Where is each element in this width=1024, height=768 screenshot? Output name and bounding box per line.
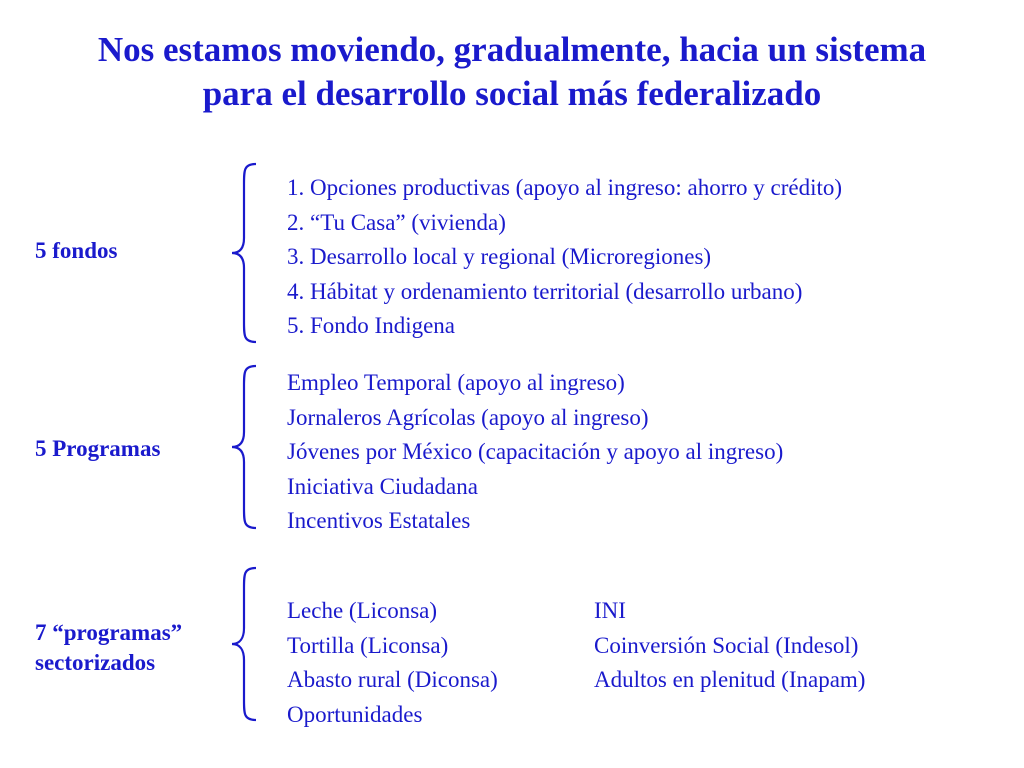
title-line-1: Nos estamos moviendo, gradualmente, hacia un sistema [97,30,927,69]
brace-fondos [222,162,262,344]
list-item: Iniciativa Ciudadana [287,473,478,499]
group-label-sectorizados [35,618,182,678]
list-item: Tortilla (Liconsa) [287,632,449,658]
list-item: INI [594,598,626,623]
list-item: Abasto rural (Diconsa) [287,667,498,692]
list-item: 4. Hábitat y ordenamiento territorial (desarrollo urbano) [287,278,803,304]
list-item: 1. Opciones productivas (apoyo al ingreso: ahorro y crédito) [287,175,843,200]
list-sectorizados-col1 [287,594,498,732]
list-item: Jornaleros Agrícolas (apoyo al ingreso) [287,404,649,430]
list-item: Leche (Liconsa) [287,598,438,623]
slide-title [0,28,1024,116]
group-label-line-2: sectorizados [35,650,156,675]
list-programas [287,366,783,539]
list-item: Jóvenes por México (capacitación y apoyo al ingreso) [287,439,784,464]
group-label-programas: 5 Programas [35,436,161,461]
title-line-2: para el desarrollo social más federalizado [202,74,822,113]
list-item: 5. Fondo Indigena [287,313,456,338]
list-item: Empleo Temporal (apoyo al ingreso) [287,370,625,395]
group-label-line-1: 7 “programas” [35,620,183,645]
group-label-fondos: 5 fondos [35,238,118,263]
list-sectorizados-col2 [594,594,865,698]
brace-sectorizados [222,566,262,722]
list-item: Oportunidades [287,701,423,727]
brace-programas [222,364,262,530]
list-fondos [287,171,842,344]
list-item: 3. Desarrollo local y regional (Microregiones) [287,244,712,269]
list-item: Incentivos Estatales [287,508,471,533]
list-item: 2. “Tu Casa” (vivienda) [287,209,506,235]
list-item: Coinversión Social (Indesol) [594,632,859,658]
list-item: Adultos en plenitud (Inapam) [594,667,866,692]
